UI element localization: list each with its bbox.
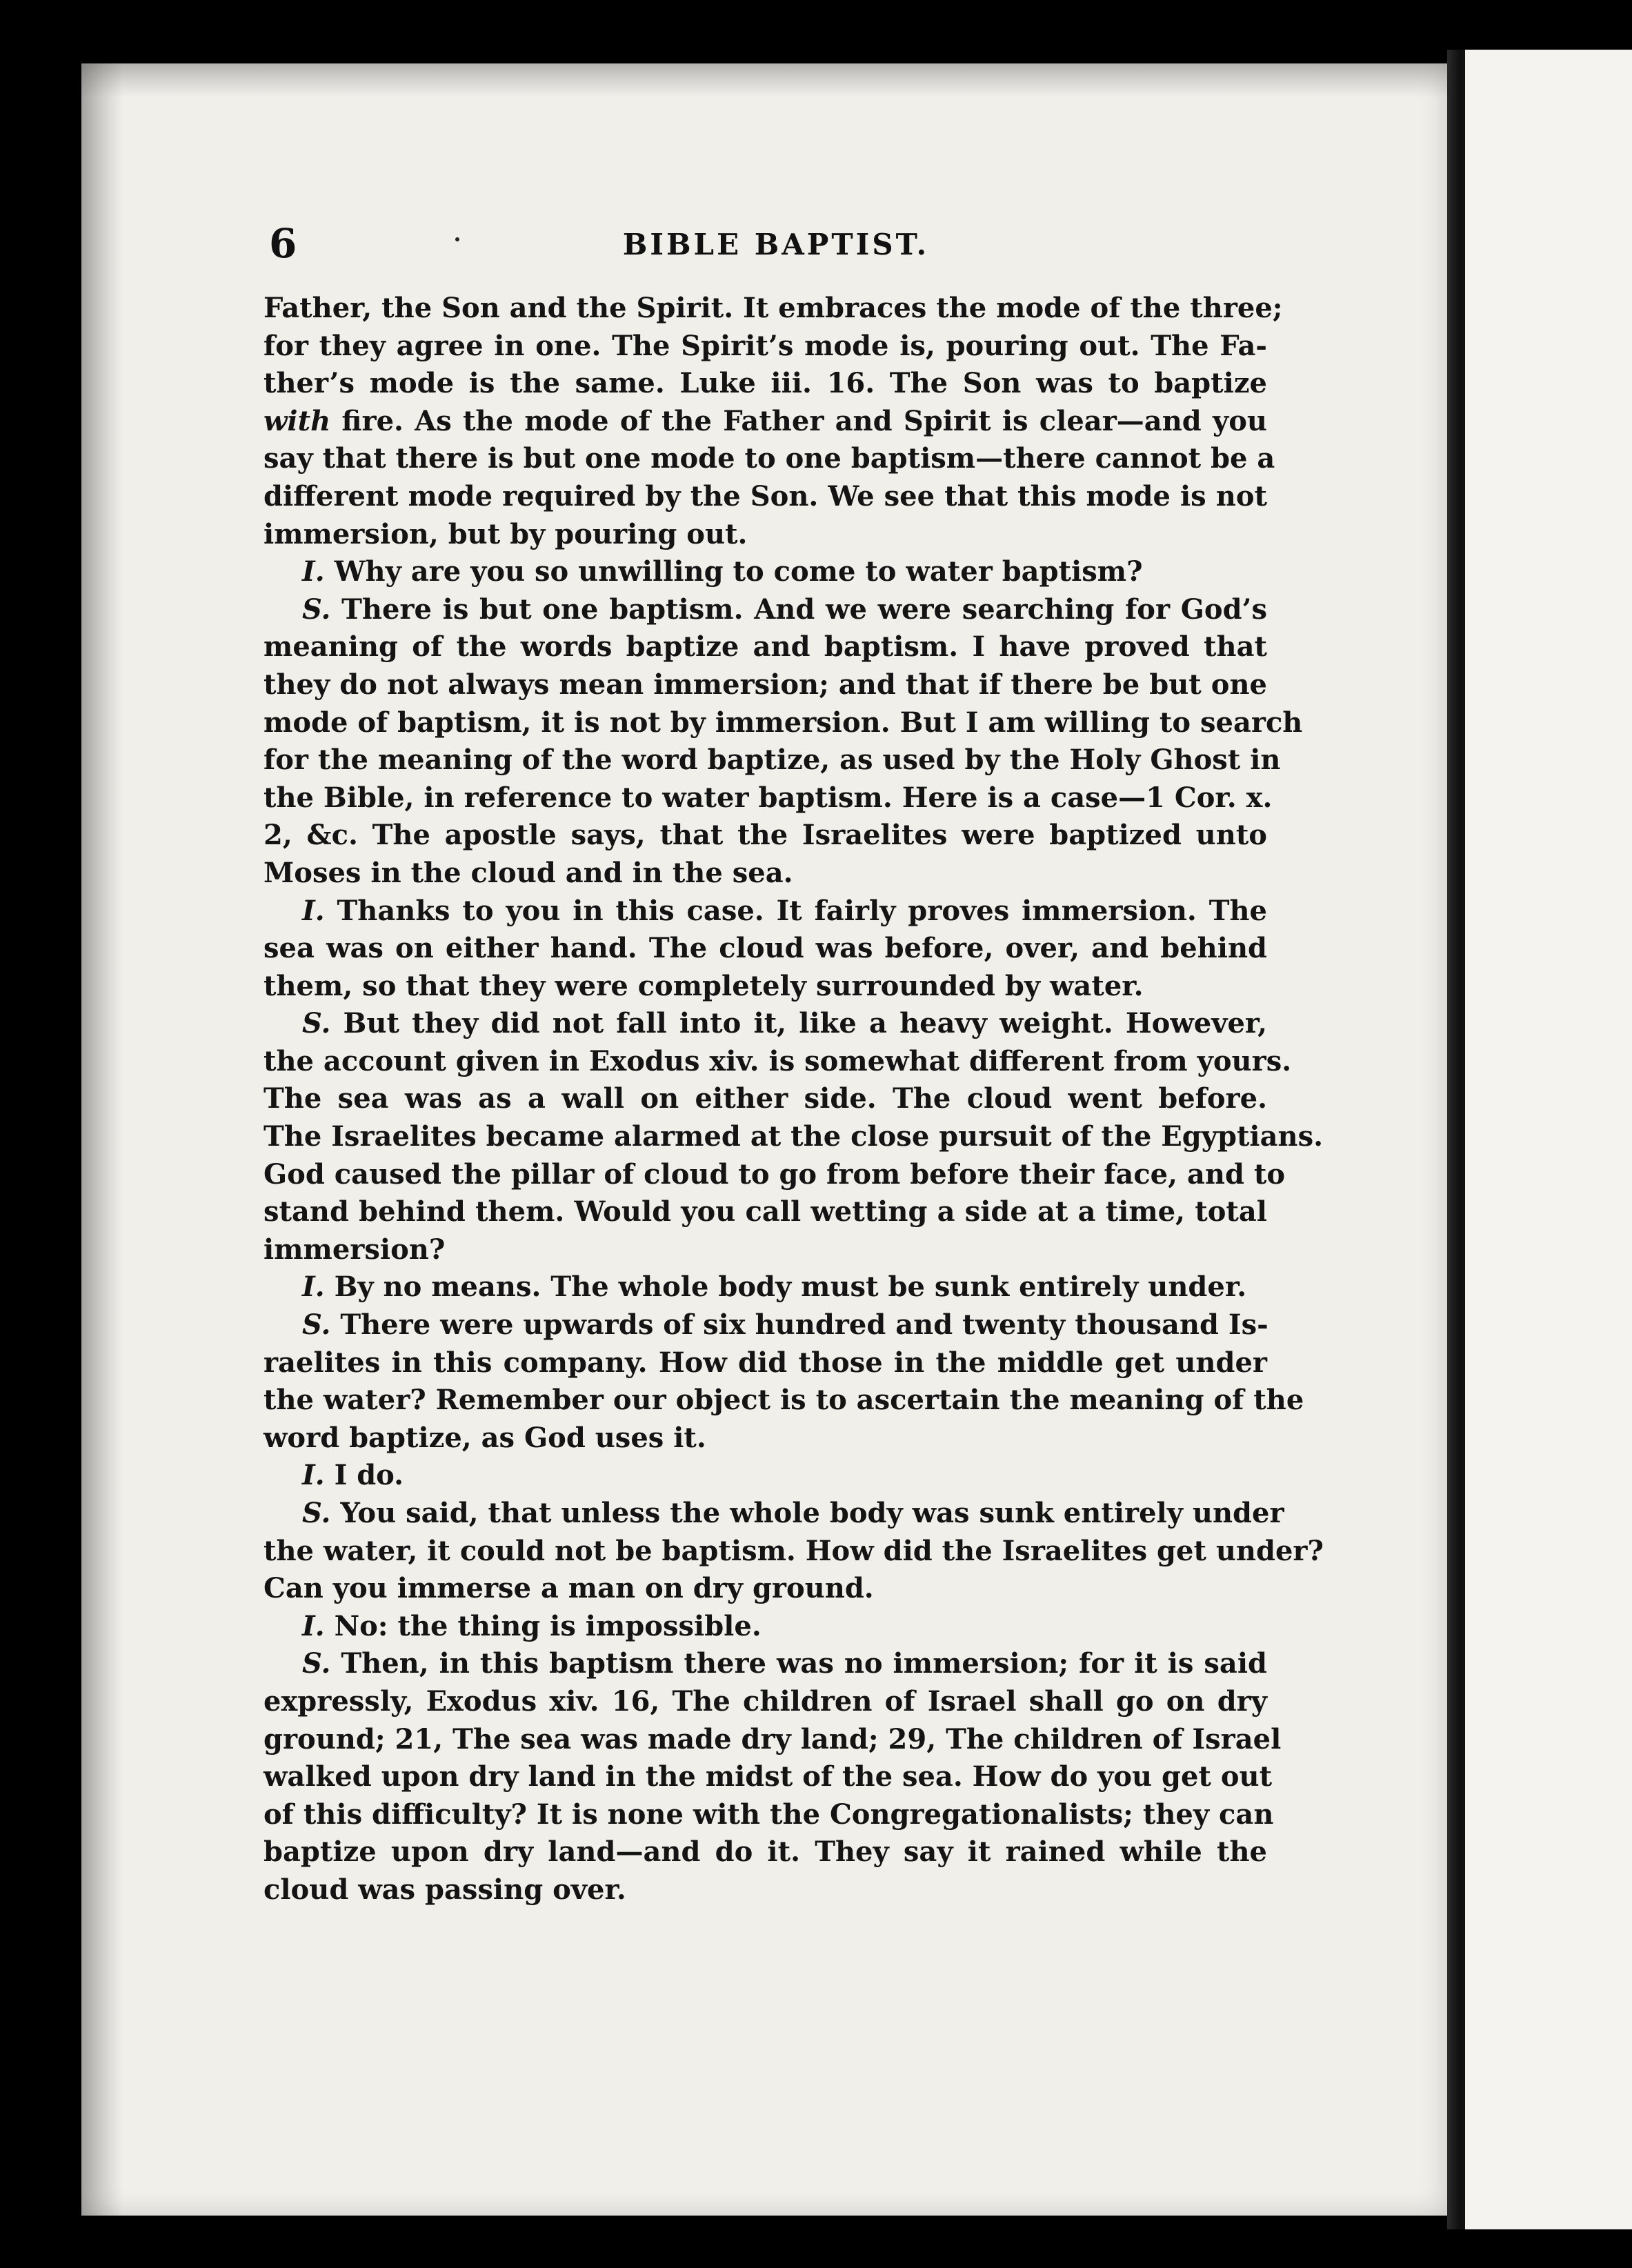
speaker-mark: S. bbox=[302, 593, 331, 626]
text-line bbox=[263, 591, 1267, 629]
speaker-mark: I. bbox=[302, 1271, 325, 1304]
text-line bbox=[263, 1495, 1284, 1533]
line-text: The sea was as a wall on either side. The cloud went before. bbox=[263, 1082, 1267, 1115]
line-text: raelites in this company. How did those in the middle get under bbox=[263, 1346, 1267, 1379]
text-line bbox=[263, 1758, 1273, 1796]
running-title: BIBLE BAPTIST. bbox=[622, 228, 930, 261]
line-text: You said, that unless the whole body was sunk entirely under bbox=[330, 1497, 1284, 1529]
text-line bbox=[263, 1420, 1267, 1458]
line-text: the water? Remember our object is to ascertain the meaning of the bbox=[263, 1384, 1304, 1417]
line-text: stand behind them. Would you call wetting a side at a time, total bbox=[263, 1195, 1267, 1228]
line-text: ther’s mode is the same. Luke iii. 16. The Son was to baptize bbox=[263, 367, 1267, 400]
line-text: No: the thing is impossible. bbox=[324, 1609, 762, 1642]
line-text: for they agree in one. The Spirit’s mode is, pouring out. The Fa- bbox=[263, 329, 1267, 362]
line-text: Can you immerse a man on dry ground. bbox=[263, 1572, 874, 1605]
text-line bbox=[263, 365, 1267, 403]
text-line bbox=[263, 779, 1273, 817]
line-text: different mode required by the Son. We see that this mode is not bbox=[263, 479, 1267, 513]
line-text: There is but one baptism. And we were searching for God’s bbox=[330, 593, 1267, 626]
book-spine bbox=[1447, 50, 1462, 2229]
line-text: Why are you so unwilling to come to water baptism? bbox=[324, 555, 1143, 588]
text-line bbox=[263, 817, 1267, 855]
text-line bbox=[263, 1269, 1267, 1306]
text-line bbox=[263, 1382, 1304, 1420]
text-line bbox=[263, 440, 1275, 478]
line-text: word baptize, as God uses it. bbox=[263, 1421, 706, 1454]
line-text: of this difficulty? It is none with the Congregationalists; they can bbox=[263, 1798, 1274, 1831]
line-text: ground; 21, The sea was made dry land; 29, The children of Israel bbox=[263, 1722, 1282, 1755]
text-line bbox=[263, 1306, 1267, 1344]
line-text: I do. bbox=[324, 1459, 404, 1492]
text-line bbox=[263, 1231, 1267, 1269]
line-text: The Israelites became alarmed at the close pursuit of the Egyptians. bbox=[263, 1120, 1324, 1153]
text-line bbox=[263, 1457, 1267, 1495]
line-text: Thanks to you in this case. It fairly proves immersion. The bbox=[324, 894, 1267, 927]
page-edge-shadow bbox=[81, 63, 123, 2216]
text-line bbox=[263, 1118, 1324, 1156]
line-text: the Bible, in reference to water baptism. Here is a case—1 Cor. x. bbox=[263, 781, 1273, 814]
text-line bbox=[263, 1005, 1267, 1043]
text-line bbox=[263, 742, 1281, 779]
line-text: sea was on either hand. The cloud was before, over, and behind bbox=[263, 932, 1267, 965]
line-text: meaning of the words baptize and baptism. I have proved that bbox=[263, 630, 1267, 664]
text-line bbox=[263, 704, 1303, 742]
text-line bbox=[263, 1193, 1267, 1231]
text-line bbox=[263, 1570, 1267, 1608]
text-line bbox=[263, 290, 1283, 328]
line-text: fire. As the mode of the Father and Spirit is clear—and you bbox=[330, 404, 1267, 437]
text-line bbox=[263, 1080, 1267, 1118]
line-text: But they did not fall into it, like a heavy weight. However, bbox=[330, 1007, 1267, 1040]
page-top-shadow bbox=[81, 63, 1447, 98]
line-text: Moses in the cloud and in the sea. bbox=[263, 856, 793, 889]
running-head bbox=[269, 219, 1283, 268]
line-text: Father, the Son and the Spirit. It embraces the mode of the three; bbox=[263, 292, 1283, 324]
text-line bbox=[263, 1533, 1324, 1571]
text-line bbox=[263, 893, 1267, 931]
text-line bbox=[263, 1683, 1267, 1721]
line-text: baptize upon dry land—and do it. They say it rained while the bbox=[263, 1836, 1267, 1869]
speaker-mark: I. bbox=[302, 1609, 325, 1642]
line-text: immersion? bbox=[263, 1233, 446, 1266]
speaker-mark: S. bbox=[302, 1309, 331, 1342]
text-line bbox=[263, 855, 1267, 893]
line-text: expressly, Exodus xiv. 16, The children of Israel shall go on dry bbox=[263, 1684, 1267, 1718]
speaker-mark: S. bbox=[302, 1497, 331, 1529]
line-text: the water, it could not be baptism. How did the Israelites get under? bbox=[263, 1534, 1324, 1567]
line-text: immersion, but by pouring out. bbox=[263, 517, 748, 550]
line-text: By no means. The whole body must be sunk entirely under. bbox=[324, 1271, 1247, 1304]
text-line bbox=[263, 1645, 1267, 1683]
text-line bbox=[263, 478, 1267, 516]
line-text: them, so that they were completely surrounded by water. bbox=[263, 969, 1144, 1002]
speaker-mark: S. bbox=[302, 1007, 331, 1040]
line-text: Then, in this baptism there was no immersion; for it is said bbox=[330, 1647, 1267, 1680]
line-text: mode of baptism, it is not by immersion. But I am willing to search bbox=[263, 706, 1303, 739]
line-text: say that there is but one mode to one baptism—there cannot be a bbox=[263, 442, 1275, 475]
text-line bbox=[263, 1796, 1274, 1834]
text-line bbox=[263, 553, 1267, 591]
text-line bbox=[263, 328, 1267, 366]
text-line bbox=[263, 516, 1267, 554]
text-line bbox=[263, 403, 1267, 441]
line-text: cloud was passing over. bbox=[263, 1873, 626, 1906]
line-text: walked upon dry land in the midst of the sea. How do you get out bbox=[263, 1760, 1273, 1793]
text-line bbox=[263, 1344, 1267, 1382]
body-text bbox=[263, 290, 1324, 1909]
text-line bbox=[263, 628, 1267, 666]
line-text: for the meaning of the word baptize, as used by the Holy Ghost in bbox=[263, 744, 1281, 777]
text-line bbox=[263, 1043, 1292, 1081]
line-text: There were upwards of six hundred and twenty thousand Is- bbox=[330, 1309, 1268, 1342]
text-line bbox=[263, 666, 1267, 704]
speaker-mark: with bbox=[263, 404, 331, 437]
text-line bbox=[263, 1871, 1267, 1909]
text-line bbox=[263, 930, 1267, 968]
speaker-mark: I. bbox=[302, 555, 325, 588]
line-text: 2, &c. The apostle says, that the Israelites were baptized unto bbox=[263, 819, 1267, 852]
text-line bbox=[263, 1833, 1267, 1871]
line-text: God caused the pillar of cloud to go from before their face, and to bbox=[263, 1157, 1286, 1191]
page-number: 6 bbox=[269, 220, 297, 267]
line-text: they do not always mean immersion; and that if there be but one bbox=[263, 668, 1267, 701]
text-line bbox=[263, 1608, 1267, 1646]
text-line bbox=[263, 1156, 1286, 1194]
text-line bbox=[263, 968, 1267, 1006]
text-line bbox=[263, 1721, 1282, 1759]
line-text: the account given in Exodus xiv. is somewhat different from yours. bbox=[263, 1044, 1292, 1077]
speaker-mark: S. bbox=[302, 1647, 331, 1680]
speaker-mark: I. bbox=[302, 1459, 325, 1492]
right-page-edge bbox=[1461, 50, 1632, 2229]
speaker-mark: I. bbox=[302, 894, 325, 927]
